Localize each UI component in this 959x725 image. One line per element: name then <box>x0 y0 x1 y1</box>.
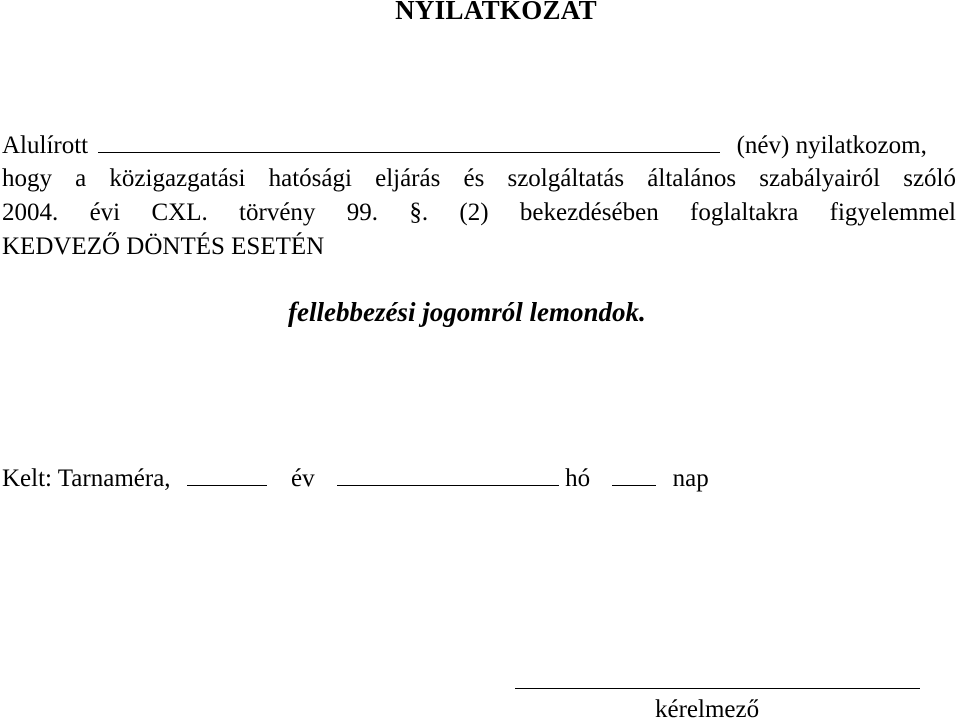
declaration-line-3 <box>2 198 956 228</box>
declaration-text-3: 2004. évi CXL. törvény 99. §. (2) bekezdésében foglaltakra figyelemmel <box>2 199 956 226</box>
year-label: év <box>291 465 315 492</box>
name-blank-field[interactable] <box>98 130 720 153</box>
declaration-text-2: hogy a közigazgatási hatósági eljárás és szolgáltatás általános szabályairól szóló <box>2 165 956 192</box>
waiver-statement <box>288 296 646 328</box>
signature-label: kérelmező <box>655 696 760 723</box>
declaration-prefix: Alulírott <box>2 132 89 159</box>
declaration-suffix: (név) nyilatkozom, <box>736 132 927 159</box>
declaration-line-1 <box>2 130 956 161</box>
month-blank-field[interactable] <box>337 463 559 486</box>
waiver-text: fellebbezési jogomról lemondok. <box>288 297 646 327</box>
declaration-line-4 <box>2 232 324 262</box>
declaration-line-2 <box>2 164 956 194</box>
day-blank-field[interactable] <box>612 463 656 486</box>
signature-line[interactable] <box>515 688 920 689</box>
year-blank-field[interactable] <box>187 463 267 486</box>
document-title: NYILATKOZAT <box>395 0 597 25</box>
day-label: nap <box>672 465 709 492</box>
date-place-label: Kelt: Tarnaméra, <box>2 465 171 492</box>
date-line <box>2 463 709 494</box>
declaration-text-4: KEDVEZŐ DÖNTÉS ESETÉN <box>2 233 325 260</box>
month-label: hó <box>565 465 591 492</box>
